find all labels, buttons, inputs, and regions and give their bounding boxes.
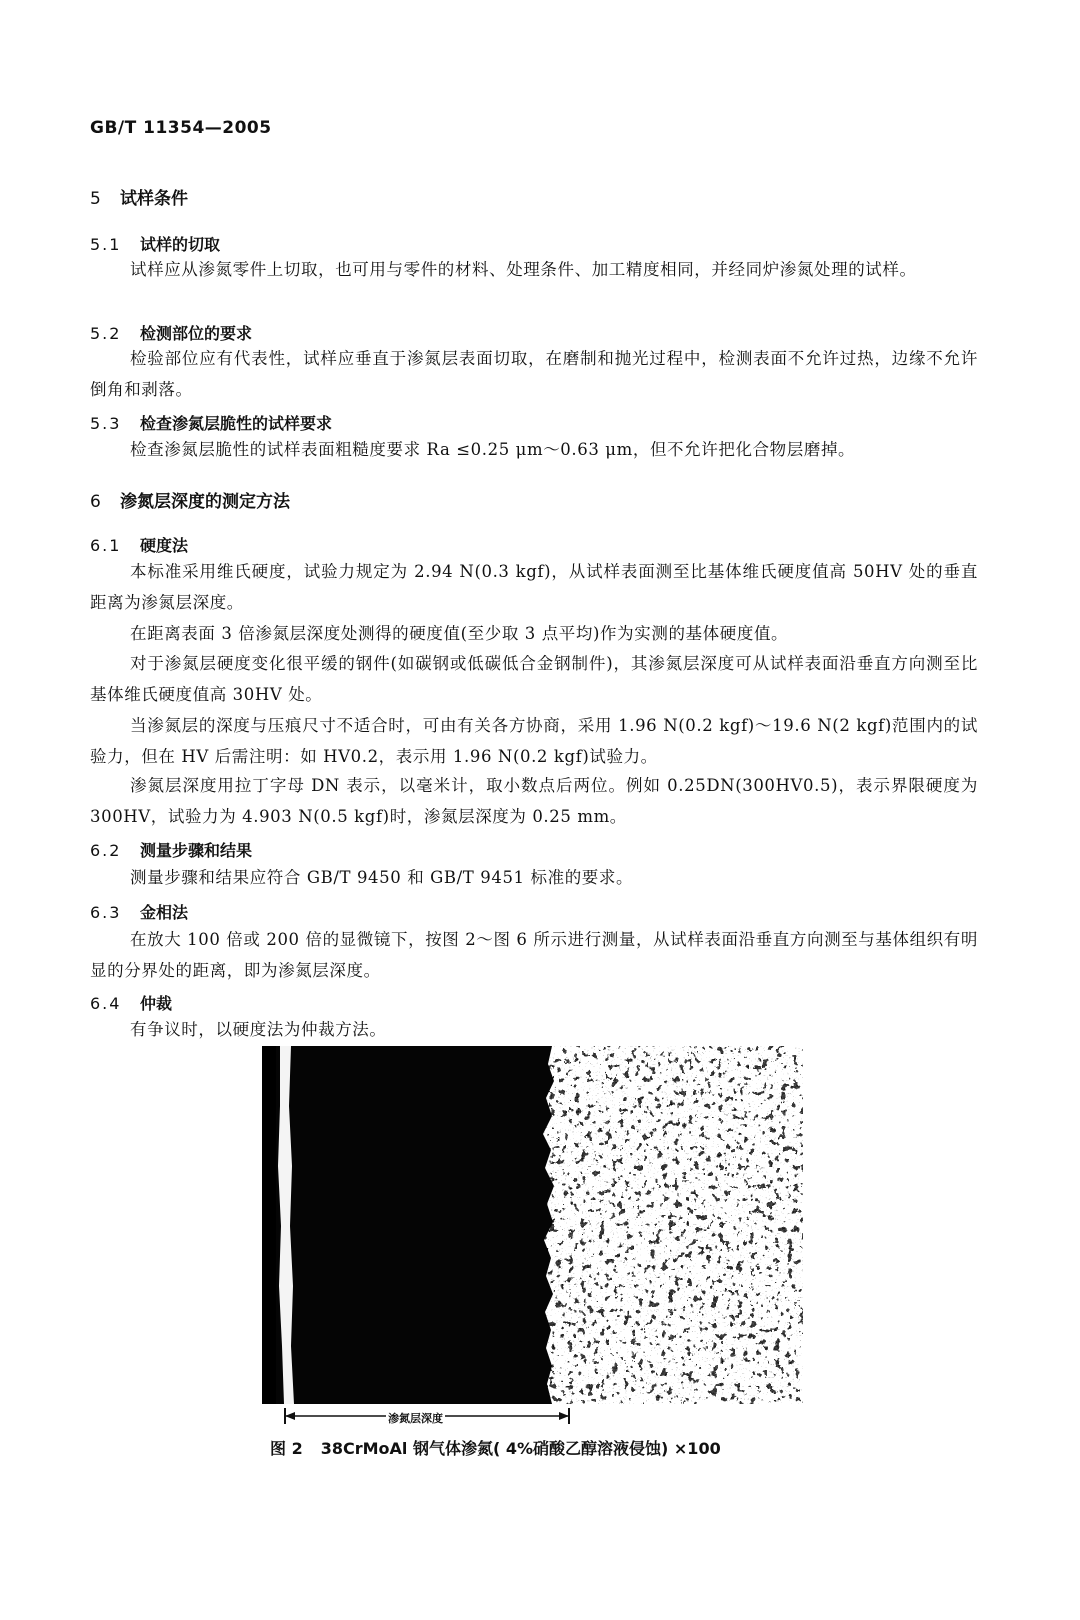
figure-caption [270, 1436, 721, 1459]
clause-6-2-text: 测量步骤和结果应符合 GB/T 9450 和 GB/T 9451 标准的要求。 [130, 868, 634, 887]
section-title: 渗氮层深度的测定方法 [120, 492, 290, 512]
clause-5-2-text: 检验部位应有代表性，试样应垂直于渗氮层表面切取，在磨制和抛光过程中，检测表面不允许过热，边缘不允许倒角和剥落。 [90, 349, 978, 399]
clause-6-1-para-4: 当渗氮层的深度与压痕尺寸不适合时，可由有关各方协商，采用 1.96 N(0.2 kgf)～19.6 N(2 kgf)范围内的试验力，但在 HV 后需注明：如 HV0.2，表示用 1.96 N(0.2 kgf)试验力。 [90, 716, 978, 766]
nitrided-layer-micrograph [262, 1046, 803, 1404]
depth-label: 渗氮层深度 [388, 1412, 443, 1425]
figure-caption-text: 38CrMoAl 钢气体渗氮( 4%硝酸乙醇溶液侵蚀) ×100 [320, 1439, 721, 1458]
clause-6-1-para-3: 对于渗氮层硬度变化很平缓的钢件(如碳钢或低碳低合金钢制件)，其渗氮层深度可从试样表面沿垂直方向测至比基体维氏硬度值高 30HV 处。 [90, 654, 978, 704]
clause-5-3-heading [90, 411, 332, 434]
section-number: 5 [90, 189, 101, 209]
clause-6-2-heading [90, 838, 252, 861]
clause-title: 仲裁 [140, 994, 173, 1013]
clause-number: 5.3 [90, 414, 122, 433]
clause-6-4-text: 有争议时，以硬度法为仲裁方法。 [130, 1020, 387, 1039]
clause-number: 6.1 [90, 536, 122, 555]
clause-6-1-para-1: 本标准采用维氏硬度，试验力规定为 2.94 N(0.3 kgf)，从试样表面测至比基体维氏硬度值高 50HV 处的垂直距离为渗氮层深度。 [90, 562, 978, 612]
clause-5-1-heading [90, 232, 220, 255]
section-number: 6 [90, 492, 101, 512]
clause-title: 测量步骤和结果 [140, 841, 253, 860]
standard-code: GB/T 11354—2005 [90, 118, 272, 138]
clause-6-3-heading [90, 900, 188, 923]
clause-title: 检查渗氮层脆性的试样要求 [140, 414, 333, 433]
clause-number: 6.4 [90, 994, 122, 1013]
clause-5-1-text: 试样应从渗氮零件上切取，也可用与零件的材料、处理条件、加工精度相同，并经同炉渗氮处理的试样。 [130, 260, 917, 279]
clause-6-1-heading [90, 533, 188, 556]
clause-6-3-text: 在放大 100 倍或 200 倍的显微镜下，按图 2～图 6 所示进行测量，从试样表面沿垂直方向测至与基体组织有明显的分界处的距离，即为渗氮层深度。 [90, 930, 978, 980]
clause-title: 硬度法 [140, 536, 189, 555]
clause-title: 金相法 [140, 903, 189, 922]
clause-number: 6.2 [90, 841, 122, 860]
arrow-right-icon [559, 1412, 569, 1420]
figure-number: 图 2 [270, 1439, 303, 1458]
clause-6-1-para-5: 渗氮层深度用拉丁字母 DN 表示，以毫米计，取小数点后两位。例如 0.25DN(300HV0.5)，表示界限硬度为 300HV，试验力为 4.903 N(0.5 kgf)时，渗氮层深度为 0.25 mm。 [90, 776, 978, 826]
mount-region [262, 1046, 276, 1404]
clause-title: 试样的切取 [140, 235, 221, 254]
arrow-left-icon [285, 1412, 295, 1420]
clause-number: 5.2 [90, 324, 122, 343]
clause-6-1-para-2: 在距离表面 3 倍渗氮层深度处测得的硬度值(至少取 3 点平均)作为实测的基体硬度值。 [130, 624, 789, 643]
matrix-fine-texture [532, 1046, 803, 1404]
micrograph-figure [262, 1046, 803, 1404]
clause-5-3-text: 检查渗氮层脆性的试样表面粗糙度要求 Ra ≤0.25 μm～0.63 μm，但不允许把化合物层磨掉。 [130, 440, 856, 459]
clause-number: 5.1 [90, 235, 122, 254]
clause-6-4-heading [90, 991, 172, 1014]
section-6-heading [90, 487, 290, 512]
section-title: 试样条件 [120, 189, 188, 209]
nitrided-layer-region [262, 1046, 554, 1404]
clause-5-2-heading [90, 321, 252, 344]
section-5-heading [90, 184, 188, 209]
clause-number: 6.3 [90, 903, 122, 922]
clause-title: 检测部位的要求 [140, 324, 253, 343]
